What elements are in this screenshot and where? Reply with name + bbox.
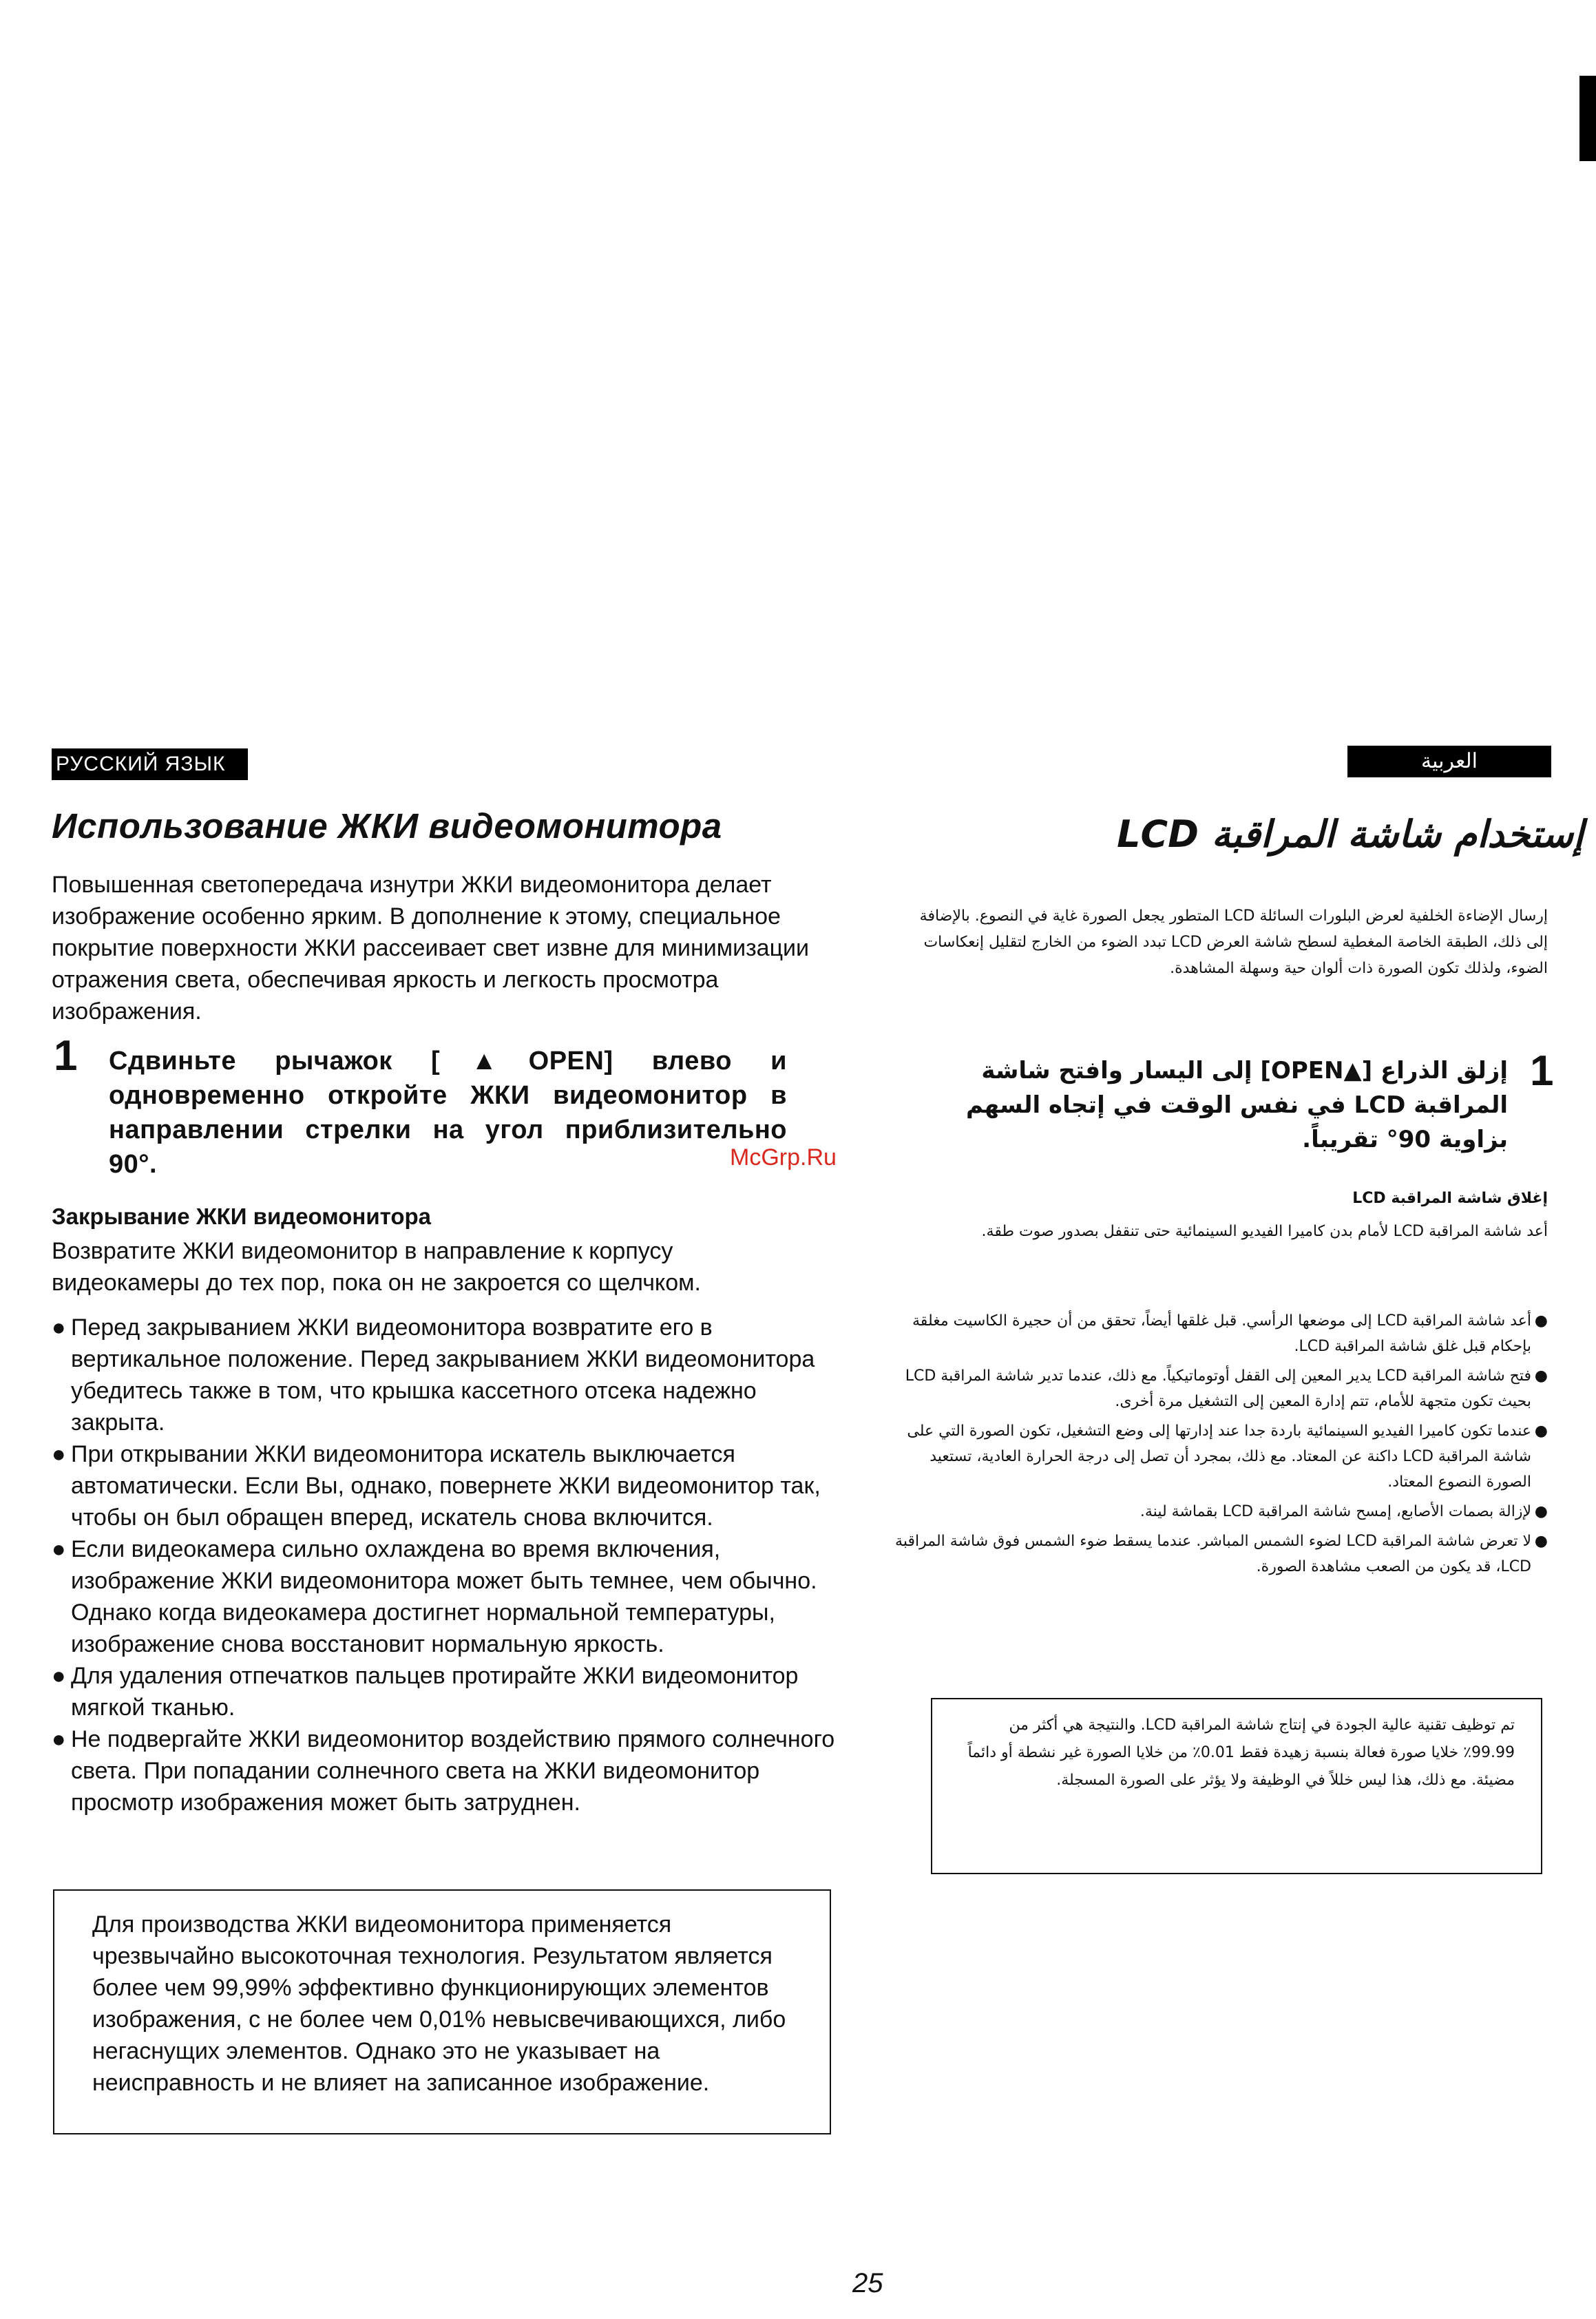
list-item: ● أعد شاشة المراقبة LCD إلى موضعها الرأسي. قبل غلقها أيضاً، تحقق من أن حجيرة الكاسيت مغلقة بإحكام قبل غلق شاشة المراقبة LCD. [912, 1312, 1548, 1355]
list-item: ● При открывании ЖКИ видеомонитора искатель выключается автоматически. Если Вы, однако, повернете ЖКИ видеомонитор так, чтобы он был обращен вперед, искатель снова включится. [52, 1441, 821, 1531]
intro-paragraph-arabic: إرسال الإضاءة الخلفية لعرض البلورات السائلة LCD المتطور يجعل الصورة غاية في النصوع. بالإضافة إلى ذلك، الطبقة الخاصة المغطية لسطح شاشة العرض LCD تبدد الضوء من الخارج لتقليل إنعكاسات الضوء، ولذلك تكون الصورة ذات ألوان حية وسهلة المشاهدة. [919, 907, 1548, 977]
page-tab-marker [1579, 76, 1596, 161]
section-title-arabic: إستخدام شاشة المراقبة LCD [1117, 812, 1584, 856]
closing-heading-arabic: إغلاق شاشة المراقبة LCD [1352, 1190, 1548, 1207]
step-number-russian: 1 [54, 1032, 78, 1080]
section-title-russian: Использование ЖКИ видеомонитора [52, 806, 722, 846]
step-number-arabic: 1 [1530, 1047, 1554, 1095]
note-box-russian [53, 1889, 831, 2134]
step-instruction-arabic: إزلق الذراع [▲OPEN] إلى اليسار وافتح شاشة المراقبة LCD في نفس الوقت في إتجاه السهم بزاوية 90° تقريباً. [966, 1057, 1508, 1153]
watermark: McGrp.Ru [730, 1144, 837, 1171]
list-item: ● عندما تكون كاميرا الفيديو السينمائية باردة جدا عند إدارتها إلى وضع التشغيل، تكون الصورة التي على شاشة المراقبة LCD داكنة عن المعتاد. مع ذلك، بمجرد أن تصل إلى درجة الحرارة العادية، تستعيد الصورة النصوع المعتاد. [907, 1423, 1548, 1491]
list-item: ● Не подвергайте ЖКИ видеомонитор воздействию прямого солнечного света. При попадании солнечного света на ЖКИ видеомонитор просмотр изображения может быть затруднен. [52, 1726, 835, 1816]
list-item: ● فتح شاشة المراقبة LCD يدير المعين إلى القفل أوتوماتيكياً. مع ذلك، عندما تدير شاشة المراقبة LCD بحيث تكون متجهة للأمام، تتم إدارة المعين إلى التشغيل مرة أخرى. [905, 1367, 1548, 1410]
list-item: ● Если видеокамера сильно охлаждена во время включения, изображение ЖКИ видеомонитора может быть темнее, чем обычно. Однако когда видеокамера достигнет нормальной температуры, изображение снова восстановит нормальную яркость. [52, 1536, 817, 1657]
note-text-arabic: تم توظيف تقنية عالية الجودة في إنتاج شاشة المراقبة LCD. والنتيجة هي أكثر من 99.99٪ خلايا صورة فعالة بنسبة زهيدة فقط 0.01٪ من خلايا الصورة غير نشطة أو دائماً مضيئة. مع ذلك، هذا ليس خللاً في الوظيفة ولا يؤثر على الصورة المسجلة. [967, 1717, 1515, 1789]
list-item: ● لإزالة بصمات الأصابع، إمسح شاشة المراقبة LCD بقماشة لينة. [1140, 1503, 1548, 1520]
closing-heading-russian: Закрывание ЖКИ видеомонитора [52, 1204, 432, 1229]
notes-list-russian [52, 1312, 837, 1818]
step-instruction-russian: Сдвиньте рычажок [▲OPEN] влево и одновременно откройте ЖКИ видеомонитор в направлении стрелки на угол приблизительно 90°. [109, 1047, 787, 1179]
list-item: ● لا تعرض شاشة المراقبة LCD لضوء الشمس المباشر. عندما يسقط ضوء الشمس فوق شاشة المراقبة LCD، قد يكون من الصعب مشاهدة الصورة. [895, 1533, 1548, 1575]
list-item: ● Перед закрыванием ЖКИ видеомонитора возвратите его в вертикальное положение. Перед закрыванием ЖКИ видеомонитора убедитесь также в том, что крышка кассетного отсека надежно закрыта. [52, 1314, 815, 1436]
note-text-russian: Для производства ЖКИ видеомонитора применяется чрезвычайно высокоточная технология. Результатом является более чем 99,99% эффективно функционирующих элементов изображения, с не более чем 0,01% невысвечивающихся, либо негаснущих элементов. Однако это не указывает на неисправность и не влияет на записанное изображение. [92, 1911, 786, 2096]
closing-text-arabic: أعد شاشة المراقبة LCD لأمام بدن كاميرا الفيديو السينمائية حتى تنقفل بصدور صوت طقة. [981, 1223, 1548, 1240]
language-label-russian: РУССКИЙ ЯЗЫК [52, 748, 248, 780]
intro-paragraph-russian: Повышенная светопередача изнутри ЖКИ видеомонитора делает изображение особенно ярким. В дополнение к этому, специальное покрытие поверхности ЖКИ рассеивает свет извне для минимизации отражения света, обеспечивая яркость и легкость просмотра изображения. [52, 872, 810, 1025]
note-box-arabic [931, 1698, 1542, 1874]
notes-list-arabic [895, 1308, 1548, 1584]
page-number: 25 [852, 2268, 883, 2298]
language-label-arabic: العربية [1347, 746, 1551, 777]
list-item: ● Для удаления отпечатков пальцев протирайте ЖКИ видеомонитор мягкой тканью. [52, 1663, 799, 1721]
closing-text-russian: Возвратите ЖКИ видеомонитор в направление к корпусу видеокамеры до тех пор, пока он не закроется со щелчком. [52, 1238, 701, 1296]
